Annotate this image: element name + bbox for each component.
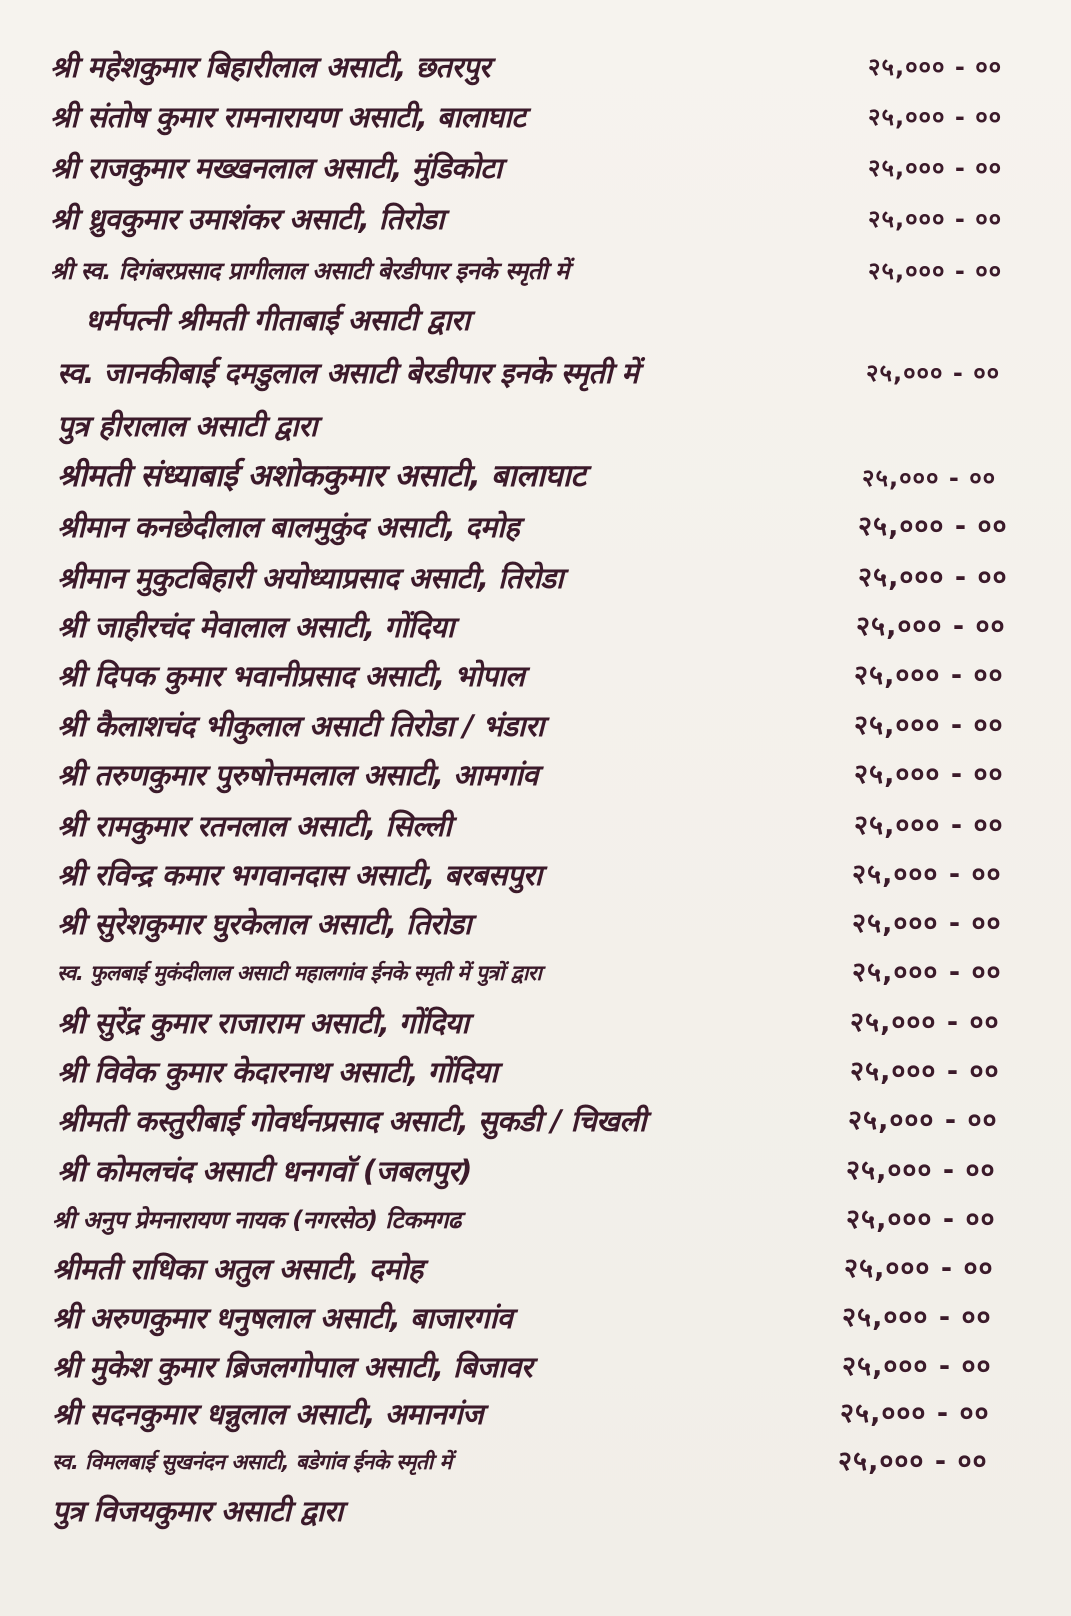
donor-name: श्री जाहीरचंद मेवालाल असाटी, गोंदिया bbox=[57, 610, 454, 644]
donor-name: श्री कोमलचंद असाटी धनगवॉ (जबलपुर) bbox=[57, 1154, 472, 1188]
donation-amount: २५,००० - ०० bbox=[846, 1155, 996, 1186]
donor-name: श्रीमती संध्याबाई अशोककुमार असाटी, बालाघाट bbox=[57, 458, 586, 494]
donor-name: श्री संतोष कुमार रामनारायण असाटी, बालाघाट bbox=[50, 100, 526, 134]
donation-amount: २५,००० - ०० bbox=[852, 908, 1002, 939]
donation-amount: २५,००० - ०० bbox=[842, 1351, 992, 1382]
donation-amount: २५,००० - ०० bbox=[854, 759, 1004, 790]
donor-name: श्री राजकुमार मख्खनलाल असाटी, मुंडिकोटा bbox=[50, 151, 502, 185]
donor-name: श्री सुरेंद्र कुमार राजाराम असाटी, गोंदिया bbox=[57, 1006, 469, 1040]
donor-name: श्रीमान कनछेदीलाल बालमुकुंद असाटी, दमोह bbox=[57, 510, 520, 544]
donation-amount: २५,००० - ०० bbox=[852, 859, 1002, 890]
donor-name: श्रीमती कस्तुरीबाई गोवर्धनप्रसाद असाटी, सुकडी / चिखली bbox=[57, 1104, 646, 1138]
donation-amount: २५,००० - ०० bbox=[854, 710, 1004, 741]
donation-amount: २५,००० - ०० bbox=[868, 154, 1003, 182]
donation-amount: २५,००० - ०० bbox=[838, 1446, 988, 1477]
donor-name: श्री ध्रुवकुमार उमाशंकर असाटी, तिरोडा bbox=[50, 202, 444, 236]
donor-name: श्री कैलाशचंद भीकुलाल असाटी तिरोडा / भंडारा bbox=[57, 709, 544, 743]
donation-amount: २५,००० - ०० bbox=[862, 464, 997, 492]
donor-name: श्रीमती राधिका अतुल असाटी, दमोह bbox=[52, 1252, 423, 1286]
donation-amount: २५,००० - ०० bbox=[854, 810, 1004, 841]
donor-name: श्री रामकुमार रतनलाल असाटी, सिल्ली bbox=[57, 809, 452, 843]
donor-name: श्रीमान मुकुटबिहारी अयोध्याप्रसाद असाटी, तिरोडा bbox=[57, 561, 564, 595]
donor-name: श्री रविन्द्र कमार भगवानदास असाटी, बरबसपुरा bbox=[57, 858, 542, 892]
donation-amount: २५,००० - ०० bbox=[850, 1056, 1000, 1087]
donation-amount: २५,००० - ०० bbox=[854, 660, 1004, 691]
donation-amount: २५,००० - ०० bbox=[848, 1105, 998, 1136]
donor-name: श्री मुकेश कुमार ब्रिजलगोपाल असाटी, बिजावर bbox=[52, 1350, 533, 1384]
donation-amount: २५,००० - ०० bbox=[856, 611, 1006, 642]
donor-name: श्री अरुणकुमार धनुषलाल असाटी, बाजारगांव bbox=[52, 1301, 513, 1335]
donation-amount: २५,००० - ०० bbox=[868, 103, 1003, 131]
donor-name-line2: पुत्र हीरालाल असाटी द्वारा bbox=[57, 409, 317, 443]
donor-name: श्री महेशकुमार बिहारीलाल असाटी, छतरपुर bbox=[50, 50, 491, 84]
donor-name: श्री अनुप प्रेमनारायण नायक (नगरसेठ) टिकमगढ bbox=[52, 1206, 461, 1234]
donor-name: स्व. जानकीबाई दमडुलाल असाटी बेरडीपार इनके स्मृती में bbox=[57, 356, 639, 390]
donation-amount: २५,००० - ०० bbox=[866, 359, 1001, 387]
donation-amount: २५,००० - ०० bbox=[840, 1398, 990, 1429]
donation-amount: २५,००० - ०० bbox=[868, 53, 1003, 81]
donation-amount: २५,००० - ०० bbox=[852, 957, 1002, 988]
donor-name: स्व. विमलबाई सुखनंदन असाटी, बडेगांव ईनके स्मृती में bbox=[52, 1450, 452, 1474]
donor-name: श्री सदनकुमार धन्नुलाल असाटी, अमानगंज bbox=[52, 1397, 484, 1431]
donation-amount: २५,००० - ०० bbox=[842, 1302, 992, 1333]
donation-amount: २५,००० - ०० bbox=[858, 511, 1008, 542]
donation-amount: २५,००० - ०० bbox=[868, 257, 1003, 285]
donor-name: श्री तरुणकुमार पुरुषोत्तमलाल असाटी, आमगांव bbox=[57, 758, 538, 792]
donor-name-line2: पुत्र विजयकुमार असाटी द्वारा bbox=[52, 1494, 343, 1528]
donor-name: श्री स्व. दिगंबरप्रसाद प्रागीलाल असाटी बेरडीपार इनके स्मृती में bbox=[50, 257, 569, 285]
donor-name: श्री विवेक कुमार केदारनाथ असाटी, गोंदिया bbox=[57, 1055, 498, 1089]
donor-name: स्व. फुलबाई मुकंदीलाल असाटी महालगांव ईनके स्मृती में पुत्रों द्वारा bbox=[57, 961, 542, 985]
donation-amount: २५,००० - ०० bbox=[868, 205, 1003, 233]
donation-amount: २५,००० - ०० bbox=[850, 1007, 1000, 1038]
donation-amount: २५,००० - ०० bbox=[858, 562, 1008, 593]
donor-name-line2: धर्मपत्नी श्रीमती गीताबाई असाटी द्वारा bbox=[85, 303, 470, 337]
donation-amount: २५,००० - ०० bbox=[846, 1204, 996, 1235]
donor-name: श्री दिपक कुमार भवानीप्रसाद असाटी, भोपाल bbox=[57, 659, 525, 693]
donation-amount: २५,००० - ०० bbox=[844, 1253, 994, 1284]
donor-name: श्री सुरेशकुमार घुरकेलाल असाटी, तिरोडा bbox=[57, 907, 472, 941]
